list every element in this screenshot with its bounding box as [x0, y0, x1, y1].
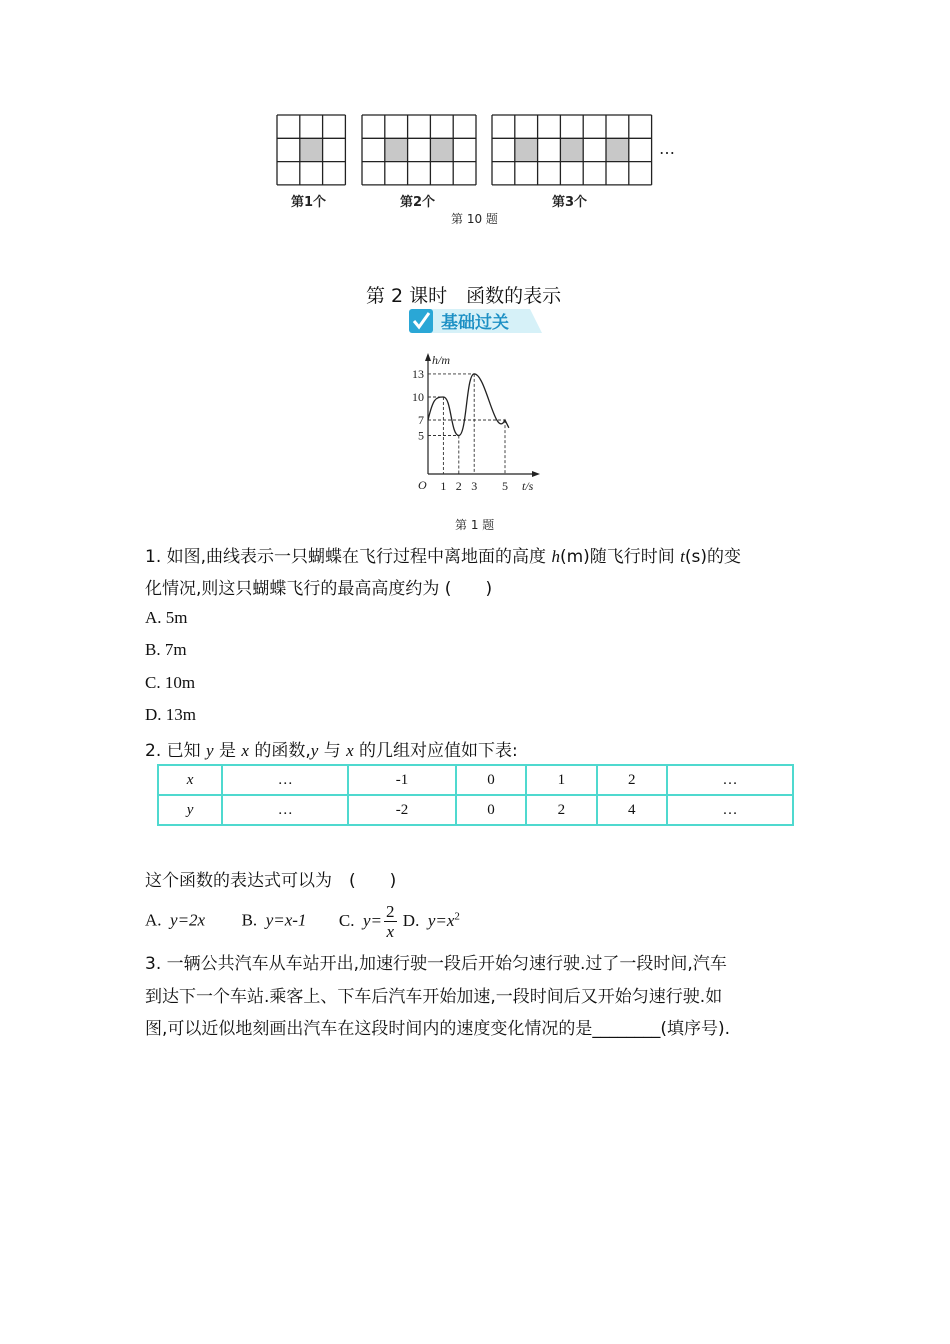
table-cell: 0: [456, 765, 526, 795]
q1-option-a: A. 5m: [145, 608, 188, 627]
shaded-cell: [430, 138, 453, 161]
q2-value-table: [157, 764, 794, 826]
figure-10-patterns: [276, 114, 676, 186]
y-axis-arrow: [425, 353, 431, 361]
table-cell: 0: [456, 795, 526, 825]
x-tick-label: 2: [455, 479, 462, 493]
q2-options: [145, 896, 460, 941]
fig10-label-2: 第2个: [400, 195, 436, 210]
table-cell: x: [158, 765, 222, 795]
q2-option-d: D. $y=x^2$: [402, 910, 460, 930]
y-tick-label: 7: [418, 413, 424, 428]
fig10-caption: 第 10 题: [451, 212, 498, 226]
q2-option-b: B. y=x-1: [241, 910, 307, 930]
pattern-grid-2: [362, 115, 476, 185]
table-row-y: [158, 795, 793, 825]
q2-option-a: A. y=2x: [145, 910, 206, 930]
x-axis-arrow: [532, 471, 540, 477]
table-cell: 4: [597, 795, 667, 825]
q3-line2: 到达下一个车站.乘客上、下车后汽车开始加速,一段时间后又开始匀速行驶.如: [145, 987, 723, 1007]
x-axis-label: t/s: [522, 479, 534, 493]
x-tick-label: 1: [440, 479, 447, 493]
table-cell: -1: [348, 765, 455, 795]
q1-line2: 化情况,则这只蝴蝶飞行的最高高度约为 ( ): [145, 579, 493, 599]
y-tick-label: 10: [412, 390, 424, 404]
table-cell: …: [667, 795, 793, 825]
origin-label: O: [418, 478, 427, 492]
y-axis-label: h/m: [432, 353, 450, 367]
banner-text: 基础过关: [441, 313, 509, 333]
fig10-ellipsis: …: [659, 139, 675, 158]
y-tick-label: 5: [418, 428, 424, 443]
q1-option-c: C. 10m: [145, 673, 196, 692]
table-cell: …: [222, 765, 348, 795]
table-cell: 2: [526, 795, 596, 825]
shaded-cell: [515, 138, 538, 161]
fig10-label-1: 第1个: [291, 195, 327, 210]
q3-line3: 图,可以近似地刻画出汽车在这段时间内的速度变化情况的是________(填序号).: [145, 1019, 731, 1039]
q2-stem: 2. 已知 y 是 x 的函数,y 与 x 的几组对应值如下表:: [145, 741, 518, 761]
table-cell: -2: [348, 795, 455, 825]
y-tick-label: 13: [412, 366, 424, 381]
height-curve: [428, 374, 509, 436]
q1-line1: 1. 如图,曲线表示一只蝴蝶在飞行过程中离地面的高度 h(m)随飞行时间 t(s)的变: [145, 547, 742, 567]
figure-1-chart: [400, 350, 550, 500]
table-cell: 2: [597, 765, 667, 795]
table-cell: …: [222, 795, 348, 825]
fig1-caption: 第 1 题: [455, 518, 495, 532]
shaded-cell: [560, 138, 583, 161]
shaded-cell: [385, 138, 408, 161]
q1-option-d: D. 13m: [145, 705, 196, 724]
table-cell: …: [667, 765, 793, 795]
pattern-grid-1: [277, 115, 345, 185]
x-tick-label: 3: [471, 479, 478, 493]
x-tick-label: 5: [502, 479, 508, 493]
shaded-cell: [300, 138, 323, 161]
q3-line1: 3. 一辆公共汽车从车站开出,加速行驶一段后开始匀速行驶.过了一段时间,汽车: [145, 954, 727, 974]
pattern-grid-3: [492, 115, 652, 185]
section-title: 第 2 课时 函数的表示: [366, 285, 562, 307]
shaded-cell: [606, 138, 629, 161]
section-banner: [408, 307, 542, 335]
table-cell: y: [158, 795, 222, 825]
table-cell: 1: [526, 765, 596, 795]
q2-ask: 这个函数的表达式可以为 ( ): [145, 871, 397, 891]
table-row-x: [158, 765, 793, 795]
q2-option-c: C. y= $\frac{2}{x}$: [338, 902, 395, 942]
fig10-label-3: 第3个: [552, 195, 588, 210]
q1-option-b: B. 7m: [145, 640, 187, 659]
